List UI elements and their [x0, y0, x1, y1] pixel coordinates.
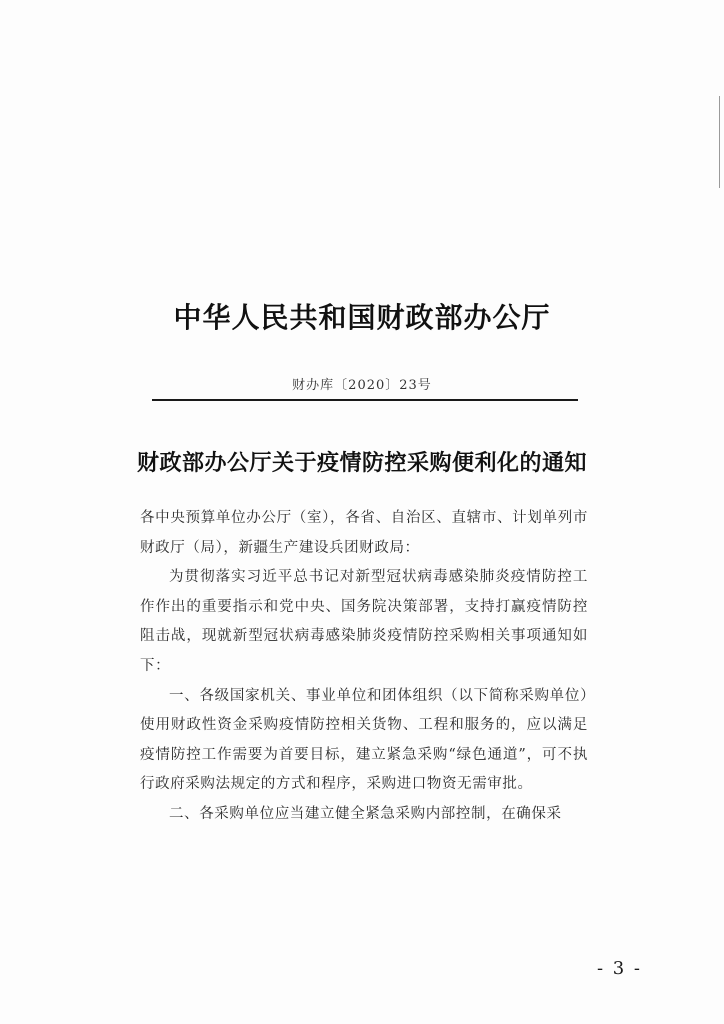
paragraph-item-1: 一、各级国家机关、事业单位和团体组织（以下简称采购单位）使用财政性资金采购疫情防控相关货物、工程和服务的，应以满足疫情防控工作需要为首要目标，建立紧急采购“绿色通道”，可不执行政府采购法规定的方式和程序，采购进口物资无需审批。	[140, 687, 588, 793]
paragraph-item-2: 二、各采购单位应当建立健全紧急采购内部控制，在确保采	[169, 805, 562, 822]
page-edge-mark	[719, 96, 720, 188]
document-body	[140, 504, 588, 830]
salutation: 各中央预算单位办公厅（室），各省、自治区、直辖市、计划单列市财政厅（局），新疆生产建设兵团财政局：	[140, 510, 588, 556]
header-divider	[152, 399, 578, 401]
document-title: 财政部办公厅关于疫情防控采购便利化的通知	[136, 450, 587, 476]
page-number: - 3 -	[596, 958, 642, 979]
issuing-authority: 中华人民共和国财政部办公厅	[173, 301, 551, 334]
paragraph-intro: 为贯彻落实习近平总书记对新型冠状病毒感染肺炎疫情防控工作作出的重要指示和党中央、国务院决策部署，支持打赢疫情防控阻击战，现就新型冠状病毒感染肺炎疫情防控采购相关事项通知如下：	[140, 569, 588, 674]
document-number: 财办库〔2020〕23号	[292, 378, 432, 393]
